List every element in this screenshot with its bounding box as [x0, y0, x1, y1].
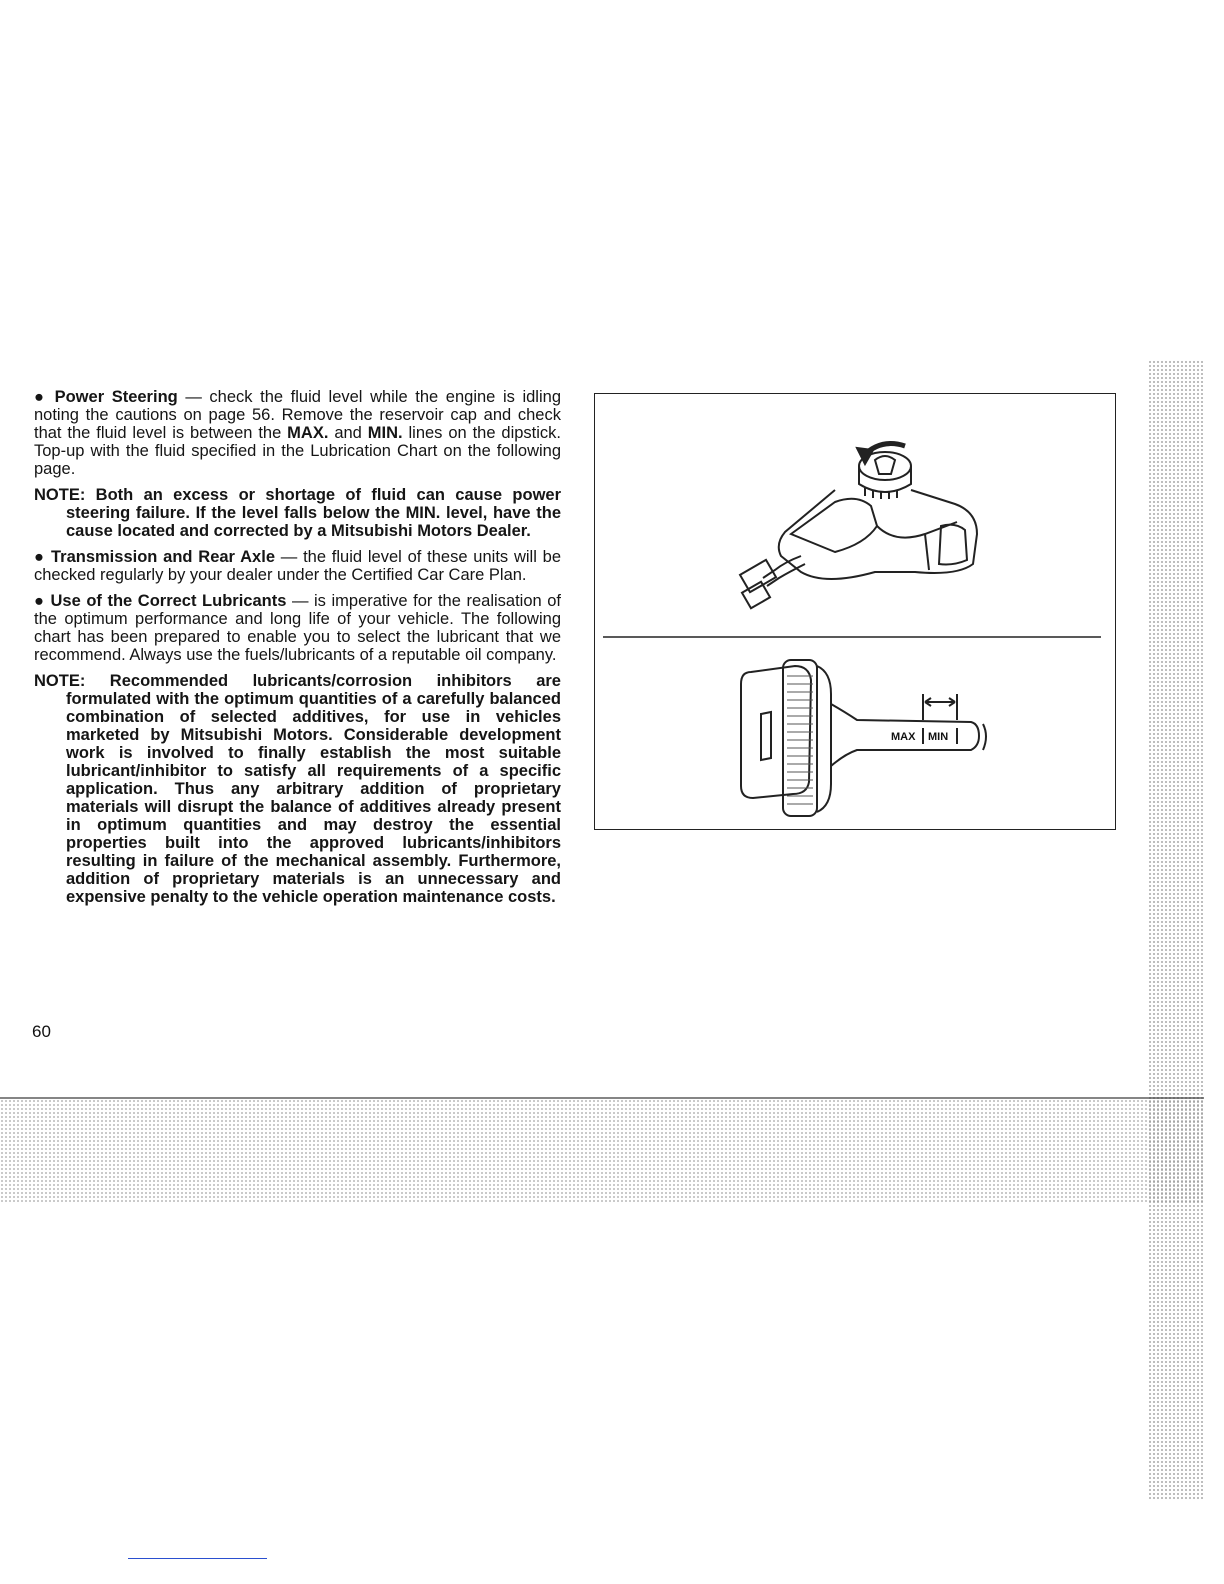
max-label: MAX [891, 731, 916, 743]
reservoir-drawing [740, 444, 977, 609]
level-range-marker [923, 694, 957, 720]
and-text: and [328, 424, 368, 442]
transmission-paragraph [34, 548, 561, 584]
body-text-column [34, 388, 561, 914]
page-number: 60 [32, 1022, 51, 1041]
reservoir-illustration [595, 394, 1117, 831]
min-keyword: MIN. [367, 424, 403, 442]
transmission-heading: Transmission and Rear Axle [50, 548, 275, 566]
footer-rule [128, 1558, 267, 1559]
bullet: ● [34, 592, 45, 610]
note-fluid-level: NOTE: Both an excess or shortage of fluid can cause power steering failure. If the level falls below the MIN. level, have the cause located and corrected by a Mitsubishi Motors Dealer. [34, 486, 561, 540]
scan-edge-bottom [0, 1097, 1204, 1202]
power-steering-paragraph [34, 388, 561, 478]
transmission-text: — the fluid level of these units will be checked regularly by your dealer under the Certified Car Care Plan. [34, 548, 562, 584]
max-keyword: MAX. [287, 424, 329, 442]
power-steering-heading: Power Steering [54, 388, 178, 406]
reservoir-figure [594, 393, 1116, 830]
bullet: ● [34, 548, 46, 566]
binding-shadow-right [1148, 360, 1204, 1500]
lubricants-heading: Use of the Correct Lubricants [50, 592, 287, 610]
power-steering-tail: lines on the dipstick. Top-up with the fluid specified in the Lubrication Chart on the following page. [34, 424, 561, 478]
power-steering-text: — check the fluid level while the engine is idling noting the cautions on page 56. Remove the reservoir cap and check that the fluid level is between the [34, 388, 561, 442]
dipstick-drawing [741, 660, 986, 816]
lubricants-text: — is imperative for the realisation of the optimum performance and long life of your vehicle. The following chart has been prepared to enable you to select the lubricant that we recommend. Always use the fuels/lubricants of a reputable oil company. [34, 592, 562, 664]
bullet: ● [34, 388, 47, 406]
min-label: MIN [928, 731, 949, 743]
lubricants-paragraph [34, 592, 561, 664]
note-lubricants: NOTE: Recommended lubricants/corrosion inhibitors are formulated with the optimum quantities of a carefully balanced combination of selected additives, for use in vehicles marketed by Mitsubishi Motors. Considerable development work is involved to finally establish the most suitable lubricant/inhibitor to satisfy all requirements of a specific application. Thus any arbitrary addition of proprietary materials will disrupt the balance of additives already present in optimum quantities and may destroy the essential properties built into the approved lubricants/inhibitors resulting in failure of the mechanical assembly. Furthermore, addition of proprietary materials is an unnecessary and expensive penalty to the vehicle operation maintenance costs. [34, 672, 561, 906]
